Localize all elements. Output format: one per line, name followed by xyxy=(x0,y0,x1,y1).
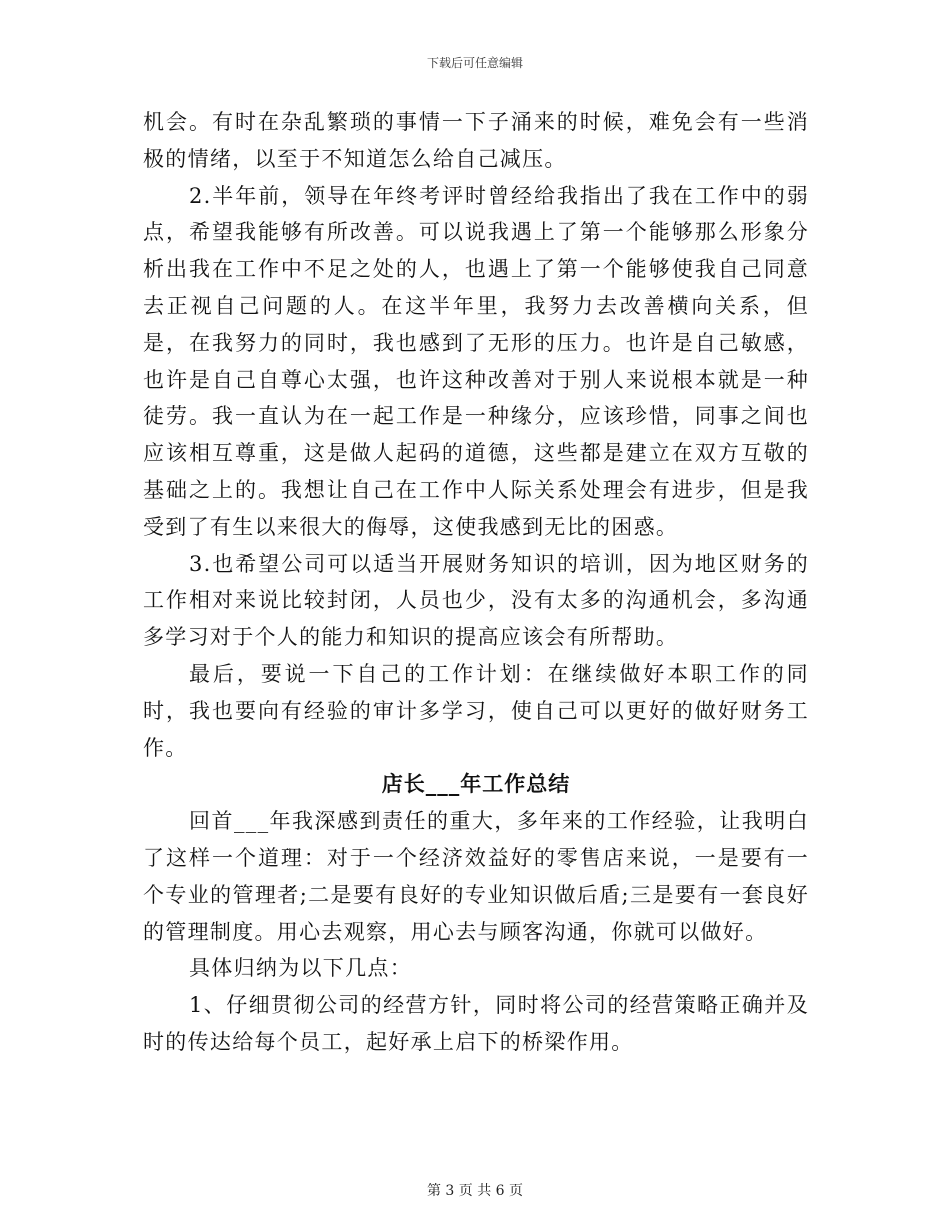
document-body xyxy=(143,104,809,1061)
page-number: 第 3 页 共 6 页 xyxy=(426,1183,524,1199)
page-header-note: 下载后可任意编辑 xyxy=(426,56,523,70)
paragraph-point-1: 1、仔细贯彻公司的经营方针，同时将公司的经营策略正确并及时的传达给每个员工，起好承上启下的桥梁作用。 xyxy=(143,993,809,1054)
paragraph-intro: 回首___年我深感到责任的重大，多年来的工作经验，让我明白了这样一个道理：对于一个经济效益好的零售店来说，一是要有一个专业的管理者;二是要有良好的专业知识做后盾;三是要有一套良好的管理制度。用心去观察，用心去与顾客沟通，你就可以做好。 xyxy=(143,809,809,944)
paragraph-closing: 最后，要说一下自己的工作计划：在继续做好本职工作的同时，我也要向有经验的审计多学习，使自己可以更好的做好财务工作。 xyxy=(143,661,809,760)
paragraph-item-3: 3.也希望公司可以适当开展财务知识的培训，因为地区财务的工作相对来说比较封闭，人员也少，没有太多的沟通机会，多沟通多学习对于个人的能力和知识的提高应该会有所帮助。 xyxy=(143,551,809,650)
paragraph-summary-lead: 具体归纳为以下几点： xyxy=(189,956,412,981)
paragraph-continuation: 机会。有时在杂乱繁琐的事情一下子涌来的时候，难免会有一些消极的情绪，以至于不知道怎么给自己减压。 xyxy=(143,110,809,171)
section-title: 店长___年工作总结 xyxy=(381,772,571,797)
paragraph-item-2: 2.半年前，领导在年终考评时曾经给我指出了我在工作中的弱点，希望我能够有所改善。可以说我遇上了第一个能够那么形象分析出我在工作中不足之处的人，也遇上了第一个能够使我自己同意去正视自己问题的人。在这半年里，我努力去改善横向关系，但是，在我努力的同时，我也感到了无形的压力。也许是自己敏感，也许是自己自尊心太强，也许这种改善对于别人来说根本就是一种徒劳。我一直认为在一起工作是一种缘分，应该珍惜，同事之间也应该相互尊重，这是做人起码的道德，这些都是建立在双方互敬的基础之上的。我想让自己在工作中人际关系处理会有进步，但是我受到了有生以来很大的侮辱，这使我感到无比的困惑。 xyxy=(143,183,809,539)
